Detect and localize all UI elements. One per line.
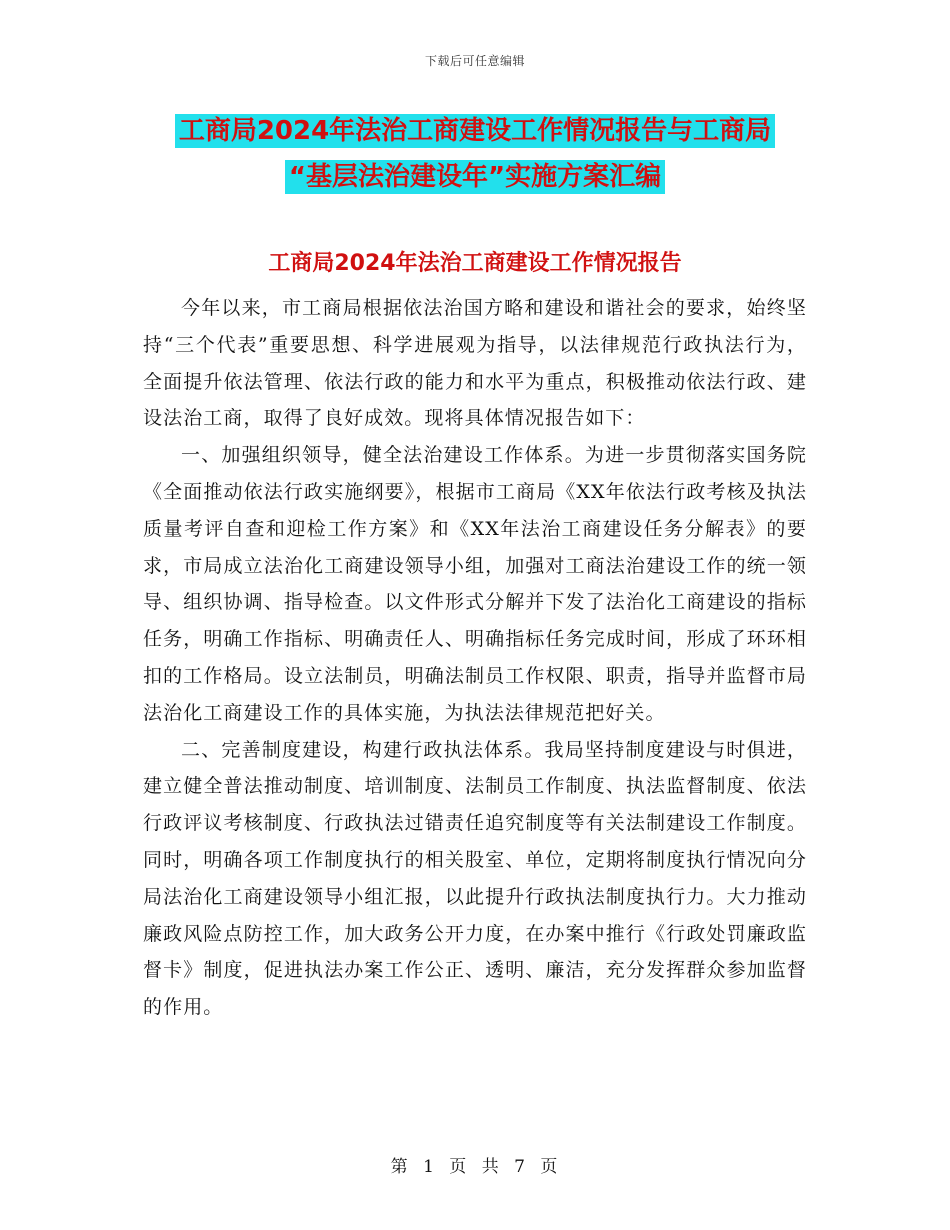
section-title: 工商局2024年法治工商建设工作情况报告 bbox=[268, 251, 682, 276]
document-title bbox=[0, 108, 950, 200]
paragraph-organization: 一、加强组织领导，健全法治建设工作体系。为进一步贯彻落实国务院《全面推动依法行政实施纲要》，根据市工商局《XX年依法行政考核及执法质量考评自查和迎检工作方案》和《XX年法治工商建设任务分解表》的要求，市局成立法治化工商建设领导小组，加强对工商法治建设工作的统一领导、组织协调、指导检查。以文件形式分解并下发了法治化工商建设的指标任务，明确工作指标、明确责任人、明确指标任务完成时间，形成了环环相扣的工作格局。设立法制员，明确法制员工作权限、职责，指导并监督市局法治化工商建设工作的具体实施，为执法法律规范把好关。 bbox=[143, 444, 807, 724]
page-number: 第 1 页 共 7 页 bbox=[390, 1157, 560, 1177]
report-body bbox=[143, 290, 807, 1026]
document-title-line-2: “基层法治建设年”实施方案汇编 bbox=[285, 160, 665, 194]
paragraph-system: 二、完善制度建设，构建行政执法体系。我局坚持制度建设与时俱进，建立健全普法推动制度、培训制度、法制员工作制度、执法监督制度、依法行政评议考核制度、行政执法过错责任追究制度等有关法制建设工作制度。同时，明确各项工作制度执行的相关股室、单位，定期将制度执行情况向分局法治化工商建设领导小组汇报，以此提升行政执法制度执行力。大力推动廉政风险点防控工作，加大政务公开力度，在办案中推行《行政处罚廉政监督卡》制度，促进执法办案工作公正、透明、廉洁，充分发挥群众参加监督的作用。 bbox=[143, 738, 807, 1019]
header-note: 下载后可任意编辑 bbox=[424, 54, 525, 68]
paragraph-intro: 今年以来，市工商局根据依法治国方略和建设和谐社会的要求，始终坚持“三个代表”重要思想、科学进展观为指导，以法律规范行政执法行为，全面提升依法管理、依法行政的能力和水平为重点，积极推动依法行政、建设法治工商，取得了良好成效。现将具体情况报告如下： bbox=[143, 297, 807, 430]
document-title-line-1: 工商局2024年法治工商建设工作情况报告与工商局 bbox=[175, 114, 775, 148]
